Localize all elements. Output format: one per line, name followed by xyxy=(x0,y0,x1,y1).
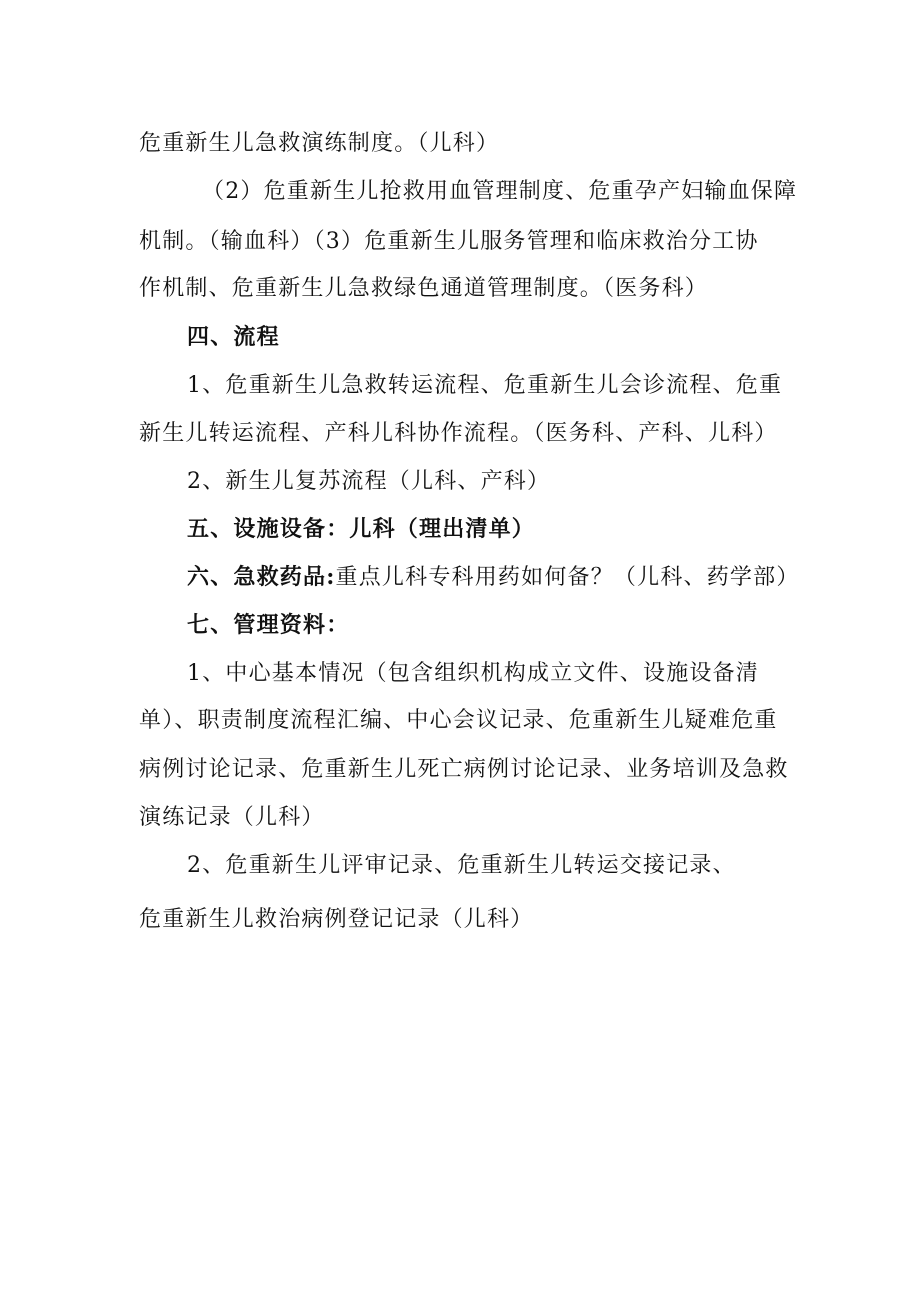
section-text-6: 重点儿科专科用药如何备？（儿科、药学部） xyxy=(335,565,800,590)
paragraph-line-9: 单）、职责制度流程汇编、中心会议记录、危重新生儿疑难危重 xyxy=(139,708,778,733)
paragraph-line-7: 2、新生儿复苏流程（儿科、产科） xyxy=(187,469,551,494)
section-heading-7: 七、管理资料： xyxy=(187,612,350,638)
paragraph-line-8: 1、中心基本情况（包含组织机构成立文件、设施设备清 xyxy=(187,661,759,686)
paragraph-line-11: 演练记录（儿科） xyxy=(139,805,325,830)
paragraph-line-10: 病例讨论记录、危重新生儿死亡病例讨论记录、业务培训及急救 xyxy=(139,757,789,782)
paragraph-line-13: 危重新生儿救治病例登记记录（儿科） xyxy=(139,907,534,932)
paragraph-line-3: 机制。（输血科）（3）危重新生儿服务管理和临床救治分工协 xyxy=(139,229,759,254)
paragraph-line-4: 作机制、危重新生儿急救绿色通道管理制度。（医务科） xyxy=(139,276,709,301)
paragraph-line-1: 危重新生儿急救演练制度。（儿科） xyxy=(139,131,500,156)
paragraph-line-12: 2、危重新生儿评审记录、危重新生儿转运交接记录、 xyxy=(187,853,736,878)
paragraph-line-5: 1、危重新生儿急救转运流程、危重新生儿会诊流程、危重 xyxy=(187,373,783,398)
section-line-6 xyxy=(187,562,847,593)
section-heading-4: 四、流程 xyxy=(187,324,280,350)
paragraph-line-6: 新生儿转运流程、产科儿科协作流程。（医务科、产科、儿科） xyxy=(139,421,778,446)
section-heading-5: 五、设施设备：儿科（理出清单） xyxy=(187,516,536,542)
section-heading-6: 六、急救药品: xyxy=(187,564,336,590)
paragraph-line-2: （2）危重新生儿抢救用血管理制度、危重孕产妇输血保障 xyxy=(202,179,798,204)
